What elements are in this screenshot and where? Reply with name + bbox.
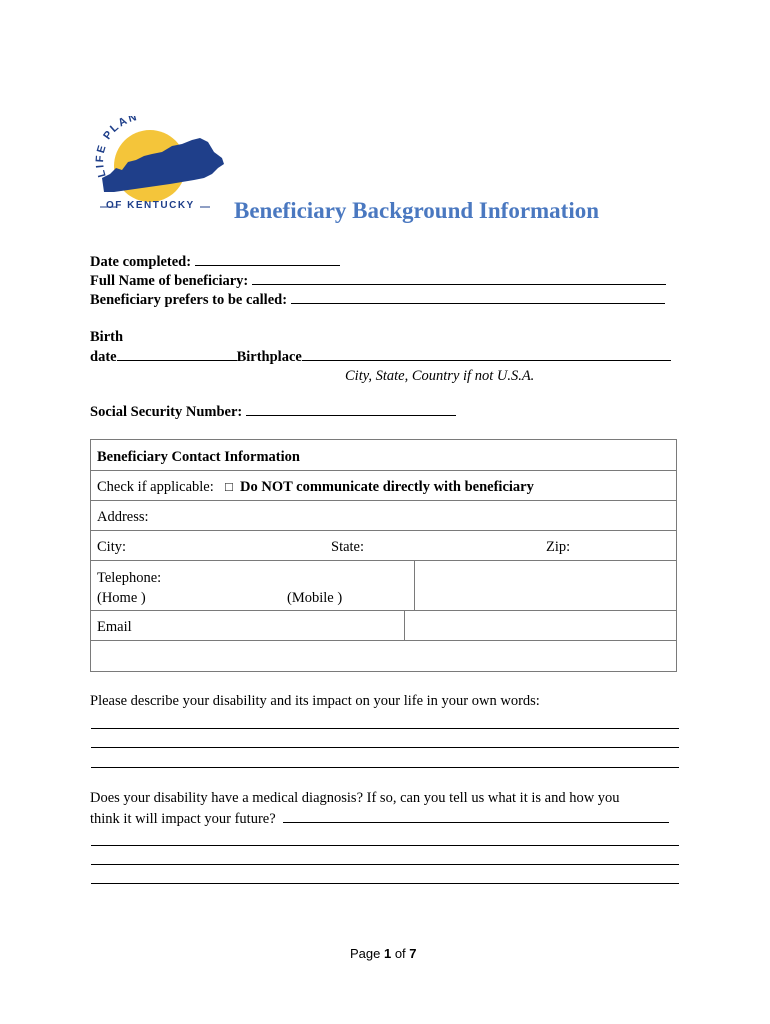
home-phone-label[interactable]: (Home ): [97, 590, 146, 606]
answer-line-5[interactable]: [91, 864, 679, 865]
state-label: State:: [331, 539, 365, 555]
birth-date-label: date: [90, 349, 117, 365]
contact-heading: Beneficiary Contact Information: [97, 449, 300, 465]
birth-label: Birth: [90, 329, 124, 345]
email-label: Email: [97, 619, 132, 635]
logo-arc-text: LIFE PLAN: [94, 116, 140, 179]
ssn-label: Social Security Number:: [90, 404, 243, 420]
birthplace-label: Birthplace: [236, 349, 302, 365]
life-plan-kentucky-logo: [92, 116, 232, 216]
check-applicable-label: Check if applicable:: [97, 479, 214, 495]
address-row[interactable]: [91, 501, 676, 531]
ssn-row: [90, 403, 456, 421]
email-row[interactable]: [91, 611, 676, 641]
logo-bottom-text: OF KENTUCKY: [106, 200, 195, 211]
page-current: 1: [383, 946, 392, 961]
page-title: Beneficiary Background Information: [234, 198, 600, 223]
date-completed-field[interactable]: [195, 253, 340, 266]
date-completed-row: [90, 253, 340, 271]
no-contact-checkbox[interactable]: □: [225, 479, 233, 494]
question-disability: Please describe your disability and its impact on your life in your own words:: [90, 693, 540, 709]
birth-date-field[interactable]: [117, 348, 237, 361]
answer-line-3[interactable]: [91, 767, 679, 768]
page-of: of: [391, 946, 410, 961]
date-completed-label: Date completed:: [90, 254, 192, 270]
birth-row: [90, 348, 671, 366]
contact-check-row: [91, 471, 676, 501]
address-label: Address:: [97, 509, 149, 525]
answer-line-2[interactable]: [91, 747, 679, 748]
contact-heading-row: [91, 440, 676, 471]
prefers-row: [90, 291, 665, 309]
page-prefix: Page: [350, 946, 384, 961]
full-name-field[interactable]: [252, 272, 666, 285]
prefers-label: Beneficiary prefers to be called:: [90, 292, 288, 308]
city-state-zip-row[interactable]: [91, 531, 676, 561]
birthplace-field[interactable]: [302, 348, 671, 361]
page-total: 7: [409, 946, 417, 961]
telephone-row: [91, 561, 676, 611]
answer-line-6[interactable]: [91, 883, 679, 884]
answer-line-1[interactable]: [91, 728, 679, 729]
full-name-row: [90, 272, 666, 290]
question-diagnosis-line2: think it will impact your future?: [90, 811, 276, 827]
no-contact-label: Do NOT communicate directly with beneficiary: [240, 479, 534, 495]
email-divider: [404, 611, 405, 640]
contact-info-table: [90, 439, 677, 672]
mobile-phone-label[interactable]: (Mobile ): [287, 590, 343, 606]
prefers-field[interactable]: [291, 291, 665, 304]
zip-label: Zip:: [546, 539, 571, 555]
city-label: City:: [97, 539, 127, 555]
answer-line-4[interactable]: [91, 845, 679, 846]
ssn-field[interactable]: [246, 403, 456, 416]
telephone-label: Telephone:: [97, 570, 162, 586]
diagnosis-answer-field[interactable]: [283, 810, 669, 823]
question-diagnosis-line1: Does your disability have a medical diagnosis? If so, can you tell us what it is and how you: [90, 790, 620, 806]
email-entry-row[interactable]: [91, 641, 676, 671]
full-name-label: Full Name of beneficiary:: [90, 273, 249, 289]
page-number: [350, 946, 417, 961]
telephone-divider: [414, 561, 415, 610]
question-diagnosis-line2-row: [90, 810, 669, 828]
birthplace-hint: City, State, Country if not U.S.A.: [345, 368, 535, 384]
